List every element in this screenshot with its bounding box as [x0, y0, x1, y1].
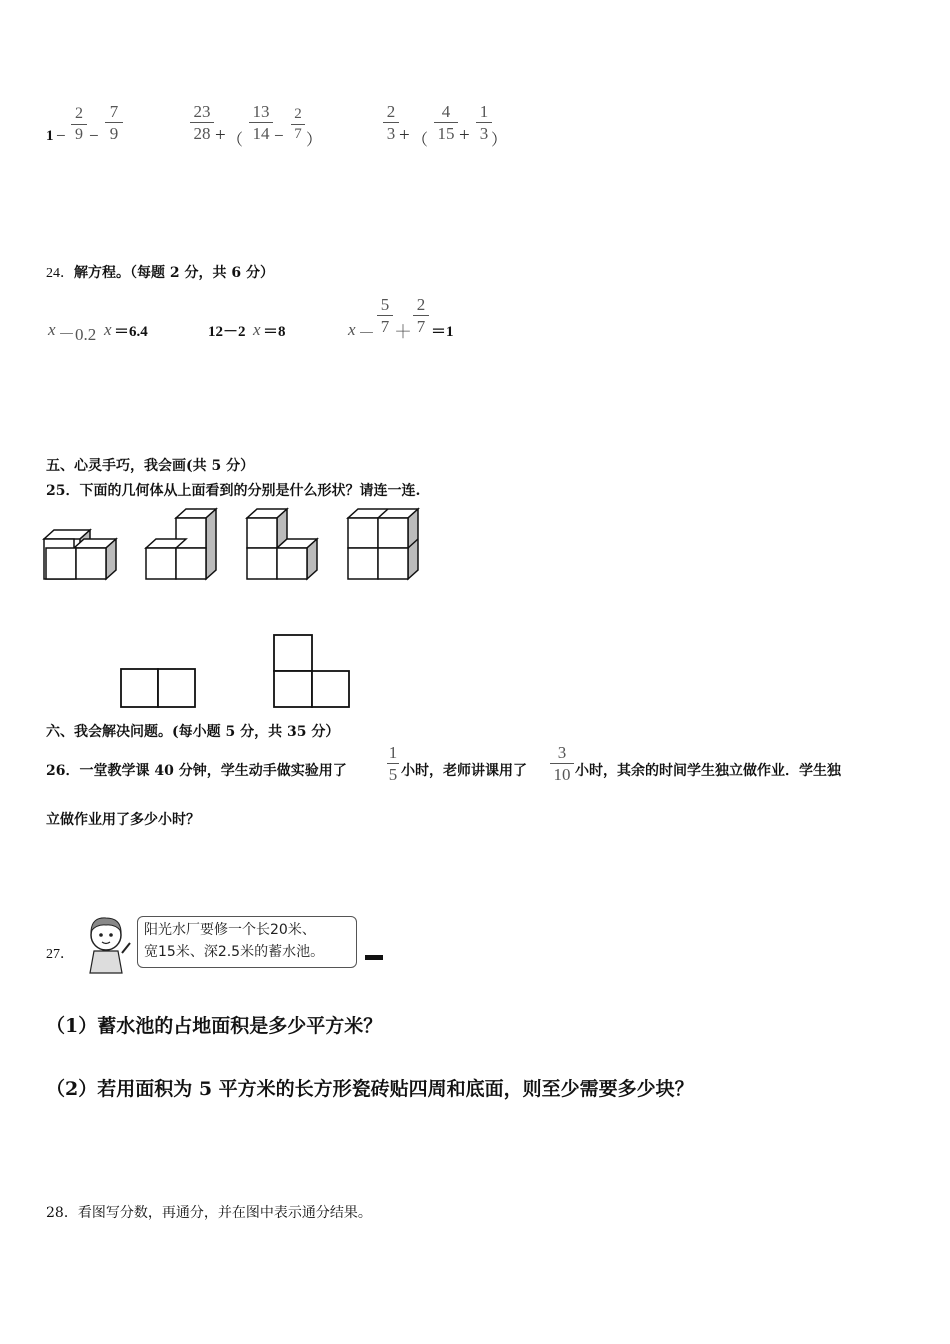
minus-sign: − — [89, 126, 99, 145]
q26-text-part3: 小时，其余的时间学生独立做作业．学生独 — [575, 763, 841, 779]
close-paren: ） — [491, 132, 508, 149]
section-5-heading: 五、心灵手巧，我会画(共 5 分） — [46, 458, 255, 474]
plus-sign: + — [215, 125, 226, 146]
denominator: 28 — [193, 124, 211, 143]
denominator: 3 — [479, 124, 489, 143]
q24-heading — [46, 262, 274, 282]
equation-rhs: ＝8 — [263, 324, 286, 340]
question-title: 解方程。（每题 2 分，共 6 分） — [74, 265, 274, 281]
solid-3-figure — [245, 506, 323, 586]
denominator: 9 — [109, 124, 119, 143]
plus-sign: + — [399, 125, 410, 146]
equation-lhs: 12－2 — [208, 324, 246, 340]
denominator: 3 — [386, 124, 396, 143]
numerator: 2 — [294, 106, 302, 122]
denominator: 7 — [416, 317, 426, 336]
top-view-shape-2 — [273, 634, 351, 712]
numerator: 2 — [416, 295, 426, 314]
fraction — [476, 103, 492, 142]
equation-term: －0.2 — [58, 325, 97, 344]
fraction — [413, 296, 429, 335]
bubble-line-1: 阳光水厂要修一个长20米、 — [144, 922, 316, 938]
top-view-shape-1 — [120, 668, 198, 710]
solid-1-figure — [44, 525, 119, 585]
variable-x: x — [48, 320, 56, 339]
section-6-heading: 六、我会解决问题。(每小题 5 分，共 35 分） — [46, 724, 340, 740]
variable-x: x — [348, 320, 356, 339]
numerator: 3 — [557, 743, 567, 762]
close-paren: ） — [306, 132, 323, 149]
plus-sign: ＋ — [394, 322, 412, 342]
fraction — [105, 103, 123, 142]
plus-sign: + — [459, 125, 470, 146]
fraction — [71, 106, 87, 143]
numerator: 13 — [252, 102, 270, 121]
lead-one: 1 — [46, 128, 54, 144]
numerator: 2 — [386, 102, 396, 121]
minus-sign: − — [56, 126, 66, 145]
variable-x: x — [104, 320, 112, 339]
numerator: 1 — [388, 743, 398, 762]
numerator: 1 — [479, 102, 489, 121]
open-paren: （ — [412, 132, 429, 149]
bubble-line-2: 宽15米、深2.5米的蓄水池。 — [144, 944, 325, 960]
numerator: 4 — [441, 102, 451, 121]
q25-text: 25．下面的几何体从上面看到的分别是什么形状？请连一连. — [46, 483, 421, 499]
denominator: 7 — [380, 317, 390, 336]
denominator: 9 — [75, 126, 83, 143]
open-paren: （ — [227, 132, 244, 149]
numerator: 2 — [75, 105, 83, 122]
fraction — [387, 744, 399, 783]
q26-text-part2: 小时，老师讲课用了 — [401, 763, 527, 779]
numerator: 5 — [380, 295, 390, 314]
solid-4-figure — [346, 506, 424, 586]
denominator: 14 — [252, 124, 270, 143]
equation-rhs: ＝6.4 — [114, 324, 148, 340]
numerator: 7 — [109, 102, 119, 121]
q27-subquestion-2: （2）若用面积为 5 平方米的长方形瓷砖贴四周和底面，则至少需要多少块？ — [46, 1078, 694, 1100]
denominator: 7 — [294, 126, 302, 142]
q27-subquestion-1: （1）蓄水池的占地面积是多少平方米？ — [46, 1015, 383, 1037]
minus-sign: − — [274, 126, 284, 145]
question-number: 24． — [46, 266, 74, 281]
q26-text-line2: 立做作业用了多少小时？ — [46, 812, 200, 828]
fraction — [550, 744, 574, 783]
denominator: 5 — [388, 765, 398, 784]
fraction — [249, 103, 273, 142]
fraction — [377, 296, 393, 335]
fraction — [291, 107, 305, 142]
fraction — [434, 103, 458, 142]
denominator: 10 — [553, 765, 571, 784]
equation-rhs: ＝1 — [431, 324, 454, 340]
fraction — [383, 103, 399, 142]
fraction — [190, 103, 214, 142]
variable-x: x — [253, 320, 261, 339]
speech-bubble — [137, 916, 357, 968]
minus-sign: － — [358, 324, 375, 343]
q27-number: 27． — [46, 947, 74, 962]
numerator: 23 — [193, 102, 211, 121]
q28-text: 28．看图写分数，再通分，并在图中表示通分结果。 — [46, 1205, 372, 1221]
answer-mark — [365, 955, 383, 960]
q26-text-part1: 26．一堂教学课 40 分钟，学生动手做实验用了 — [46, 763, 347, 779]
denominator: 15 — [437, 124, 455, 143]
child-illustration — [82, 913, 138, 975]
solid-2-figure — [144, 506, 219, 586]
